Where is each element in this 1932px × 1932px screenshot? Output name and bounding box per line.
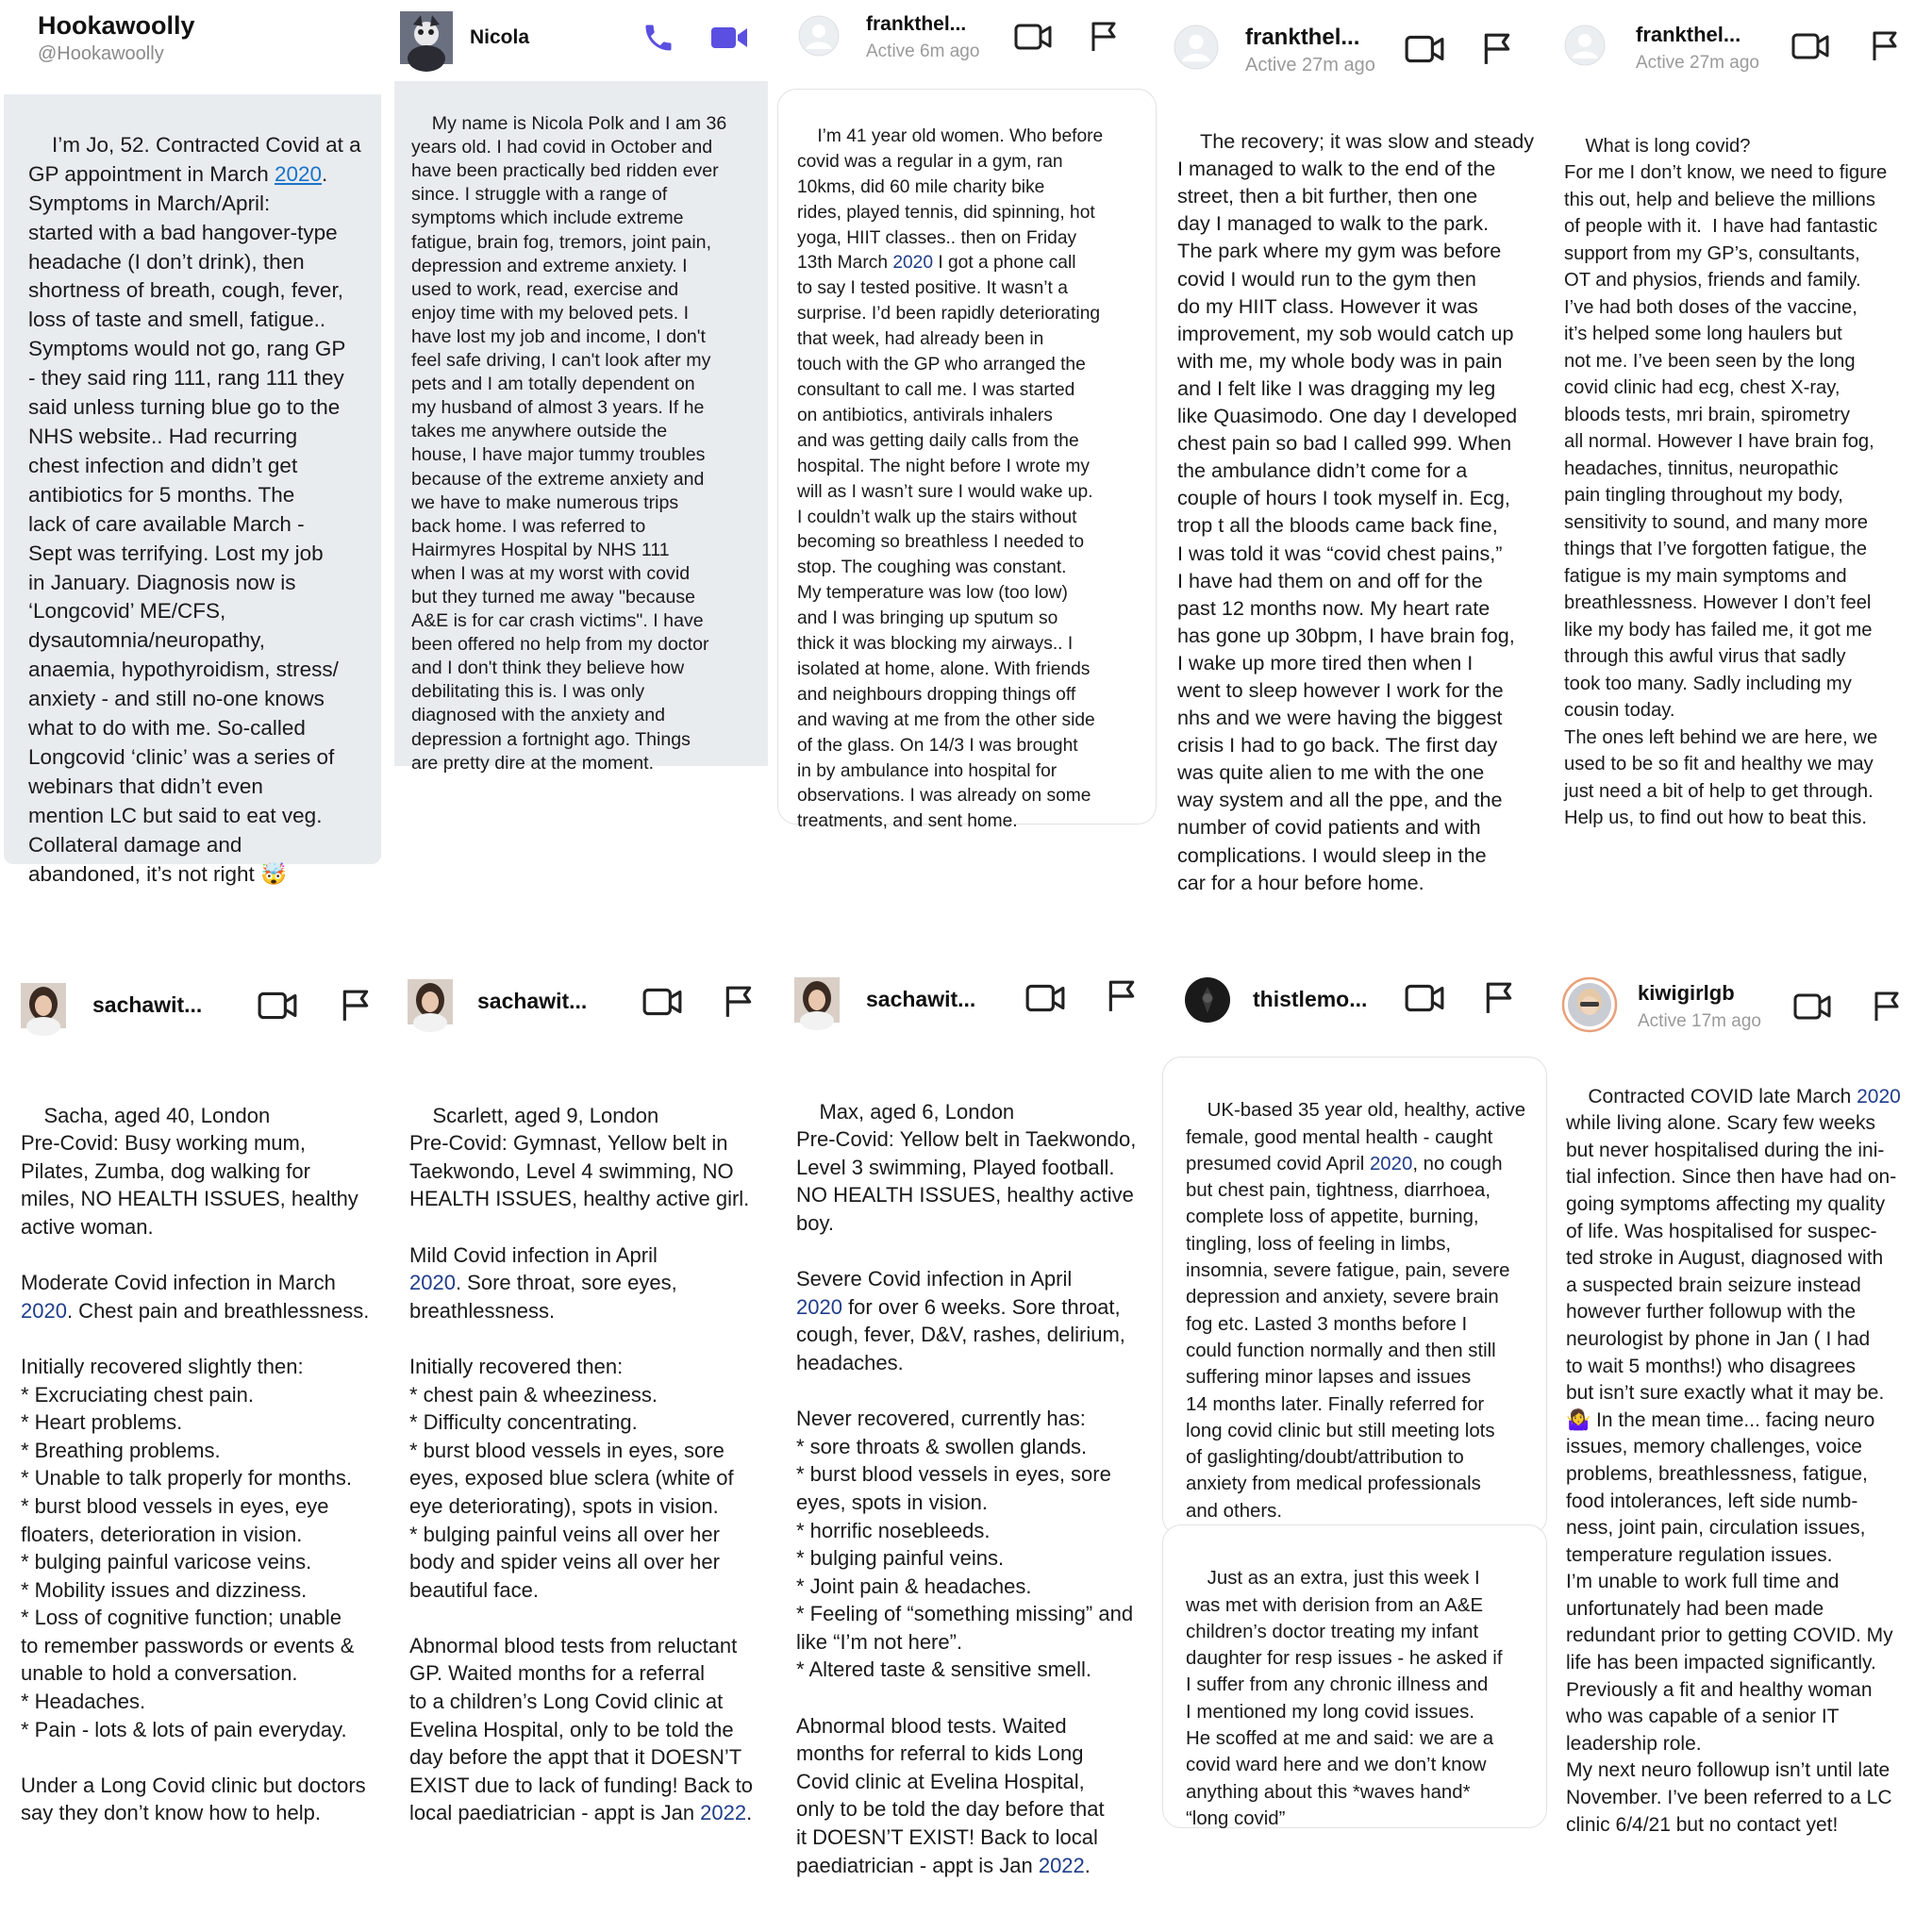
username[interactable]: kiwigirlgb: [1638, 981, 1735, 1005]
message-text: Contracted COVID late March 2020 while living alone. Scary few weeks but never hospitalised during the ini- tial infection. Since then have had on- going symptoms affecting my quality of life. Was hospitalised for suspec- ted stroke in August, diagnosed with a suspected brain seizure instead however further followup with the neurologist by phone in Jan ( I had to wait 5 months!) who disagrees but isn’t sure exactly what it may be. 🤷‍♀️ In the mean time... facing neuro issues, memory challenges, voice problems, breathlessness, fatigue, food intolerances, left side numb- ness, joint pain, circulation issues, temperature regulation issues. I’m unable to work full time and unfortunately had been made redundant prior to getting COVID. My life has been impacted significantly. Previously a fit and healthy woman who was capable of a senior IT leadership role. My next neuro followup isn’t until late November. I’ve been referred to a LC clinic 6/4/21 but no contact yet!: [1566, 1085, 1901, 1836]
message-bubble: [777, 89, 1157, 832]
avatar[interactable]: [400, 11, 453, 64]
flag-icon[interactable]: [1483, 981, 1515, 1015]
message-bubble: [389, 1064, 775, 1825]
year-link[interactable]: 2020: [892, 253, 934, 274]
avatar[interactable]: [1562, 977, 1617, 1032]
flag-icon[interactable]: [1870, 30, 1900, 62]
message-text: UK-based 35 year old, healthy, active female, good mental health - caught presumed covid April 2020, no cough but chest pain, tightness, diarrhoea, complete loss of appetite, burning, tingling, loss of feeling in limbs, insomnia, severe fatigue, pain, severe depression and anxiety, severe brain fog etc. Lasted 3 months before I could function normally and then still suffering minor lapses and issues 14 months later. Finally referred for long covid clinic but still meeting lots of gaslighting/doubt/attribution to anxiety from medical professionals and others.: [1186, 1100, 1526, 1522]
message-text-extra: Just as an extra, just this week I was met with derision from an A&E children’s doctor treating my infant daughter for resp issues - he asked if I suffer from any chronic illness and I mentioned my long covid issues. He scoffed at me and said: we are a covid ward here and we don’t know anything about this *waves hand* “long covid”: [1186, 1568, 1503, 1829]
year-link[interactable]: 2022: [1038, 1853, 1085, 1877]
username[interactable]: Hookawoolly: [38, 11, 195, 40]
active-status: Active 17m ago: [1638, 1011, 1761, 1031]
avatar[interactable]: [21, 983, 66, 1028]
post-panel-frankthel-3: [1549, 0, 1932, 830]
username[interactable]: sachawit...: [92, 992, 203, 1017]
username[interactable]: thistlemo...: [1253, 987, 1368, 1011]
post-panel-sachawit-2: [389, 962, 775, 1825]
message-text: The recovery; it was slow and steady I managed to walk to the end of the street, then a bit further, then one day I managed to walk to the park. The park where my gym was before covid I would run to the gym then do my HIIT class. However it was improvement, my sob would catch up with me, my whole body was in pain and I felt like I was dragging my leg like Quasimodo. One day I developed chest pain so bad I called 999. When the ambulance didn’t come for a couple of hours I took myself in. Ecg, trop t all the bloods came back fine, I was told it was “covid chest pains,” I have had them on and off for the past 12 months now. My heart rate has gone up 30bpm, I have brain fog, I wake up more tired then when I went to sleep however I work for the nhs and we were having the biggest crisis I had to go back. The first day was quite alien to me with the one way system and all the ppe, and the number of covid patients and with complications. I would sleep in the car for a hour before home.: [1177, 129, 1535, 894]
active-status: Active 6m ago: [866, 42, 980, 61]
post-panel-thistlemo: [1162, 962, 1551, 1830]
avatar[interactable]: [798, 15, 840, 57]
avatar[interactable]: [1174, 25, 1219, 70]
username[interactable]: sachawit...: [477, 989, 588, 1013]
username[interactable]: frankthel...: [1636, 23, 1741, 46]
year-link[interactable]: 2020: [21, 1298, 67, 1323]
flag-icon[interactable]: [1089, 21, 1119, 53]
username[interactable]: frankthel...: [1245, 25, 1360, 50]
avatar[interactable]: [408, 979, 453, 1024]
message-text: I’m Jo, 52. Contracted Covid at a GP appointment in March 2020. Symptoms in March/April: started with a bad hangover-type headache (I don’t drink), then shortness of breath, cough, fever, loss of taste and smell, fatigue.. Symptoms would not go, rang GP - they said ring 111, rang 111 they said unless turning blue go to the NHS website.. Had recurring chest infection and didn’t get antibiotics for 5 months. The lack of care available March - Sept was terrifying. Lost my job in January. Diagnosis now is ‘Longcovid’ ME/CFS, dysautomnia/neuropathy, anaemia, hypothyroidism, stress/ anxiety - and still no-one knows what to do with me. So-called Longcovid ‘clinic’ was a series of webinars that didn’t even mention LC but said to eat veg. Collateral damage and abandoned, it’s not right 🤯: [28, 132, 361, 886]
message-bubble: [0, 1064, 389, 1825]
active-status: Active 27m ago: [1636, 53, 1759, 73]
message-bubble: [1162, 1057, 1547, 1536]
year-link[interactable]: 2020: [1369, 1153, 1413, 1174]
message-bubble: [775, 1060, 1162, 1877]
video-call-icon[interactable]: [709, 23, 749, 53]
year-link[interactable]: 2020: [796, 1294, 842, 1319]
year-link[interactable]: 2020: [1857, 1085, 1901, 1108]
video-call-icon[interactable]: [1024, 981, 1066, 1015]
user-handle: @Hookawoolly: [38, 43, 164, 64]
message-text: What is long covid? For me I don’t know, we need to figure this out, help and believe the millions of people with it. I have had fantastic support from my GP’s, consultants, OT and physios, friends and family. I’ve had both doses of the vaccine, it’s helped some long haulers but not me. I’ve been seen by the long covid clinic had ecg, chest X-ray, bloods tests, mri brain, spirometry all normal. However I have brain fog, headaches, tinnitus, neuropathic pain tingling throughout my body, sensitivity to sound, and many more things that I’ve forgotten fatigue, the fatigue is my main symptoms and breathlessness. However I don’t feel like my body has failed me, it got me through this awful virus that sadly took too many. Sadly including my cousin today. The ones left behind we are here, we used to be so fit and healthy we may just need a bit of help to get through. Help us, to find out how to beat this.: [1564, 135, 1888, 828]
video-call-icon[interactable]: [1790, 30, 1830, 62]
username[interactable]: Nicola: [470, 26, 530, 48]
video-call-icon[interactable]: [1404, 32, 1445, 66]
avatar[interactable]: [794, 977, 840, 1023]
video-call-icon[interactable]: [257, 989, 298, 1023]
username[interactable]: frankthel...: [866, 13, 967, 35]
message-bubble: [1557, 1049, 1932, 1836]
message-text: My name is Nicola Polk and I am 36 years old. I had covid in October and have been practically bed ridden ever since. I struggle with a range of symptoms which include extreme fatigue, brain fog, tremors, joint pain, depression and extreme anxiety. I used to work, read, exercise and enjoy time with my beloved pets. I have lost my job and income, I don't feel safe driving, I can't look after my pets and I am totally dependent on my husband of almost 3 years. If he takes me anywhere outside the house, I have major tummy troubles because of the extreme anxiety and we have to make numerous trips back home. I was referred to Hairmyres Hospital by NHS 111 when I was at my worst with covid but they turned me away "because A&E is for car crash victims". I have been offered no help from my doctor and I don't think they believe how debilitating this is. I was only diagnosed with the anxiety and depression a fortnight ago. Things are pretty dire at the moment.: [411, 113, 727, 774]
message-bubble: [4, 94, 381, 886]
post-panel-frankthel-1: [777, 0, 1160, 849]
post-panel-hookawoolly: [0, 0, 385, 886]
message-text: Sacha, aged 40, London Pre-Covid: Busy working mum, Pilates, Zumba, dog walking for miles, NO HEALTH ISSUES, healthy active woman. Moderate Covid infection in March 2020. Chest pain and breathlessness. Initially recovered slightly then: * Excruciating chest pain. * Heart problems. * Breathing problems. * Unable to talk properly for months. * burst blood vessels in eyes, eye floaters, deterioration in vision. * bulging painful varicose veins. * Mobility issues and dizziness. * Loss of cognitive function; unable to remember passwords or events & unable to hold a conversation. * Headaches. * Pain - lots & lots of pain everyday. Under a Long Covid clinic but doctors say they don’t know how to help.: [21, 1103, 370, 1825]
message-text: Scarlett, aged 9, London Pre-Covid: Gymnast, Yellow belt in Taekwondo, Level 4 swimming, NO HEALTH ISSUES, healthy active girl. Mild Covid infection in April 2020. Sore throat, sore eyes, breathlessness. Initially recovered then: * chest pain & wheeziness. * Difficulty concentrating. * burst blood vessels in eyes, sore eyes, exposed blue sclera (white of eye deteriorating), spots in vision. * bulging painful veins all over her body and spider veins all over her beautiful face. Abnormal blood tests from reluctant GP. Waited months for a referral to a children’s Long Covid clinic at Evelina Hospital, only to be told the day before the appt that it DOESN’T EXIST due to lack of funding! Back to local paediatrician - appt is Jan 2022.: [409, 1103, 754, 1825]
flag-icon[interactable]: [1481, 32, 1513, 66]
flag-icon[interactable]: [340, 989, 372, 1023]
year-link[interactable]: 2020: [274, 161, 323, 186]
phone-icon[interactable]: [641, 21, 675, 55]
message-bubble: [394, 81, 768, 774]
avatar[interactable]: [1564, 25, 1606, 66]
flag-icon[interactable]: [1106, 979, 1138, 1013]
post-panel-frankthel-2: [1162, 0, 1545, 894]
post-panel-sachawit-1: [0, 962, 389, 1825]
video-call-icon[interactable]: [641, 985, 683, 1019]
post-panel-nicola: [389, 0, 774, 783]
message-bubble-extra: [1162, 1524, 1547, 1828]
video-call-icon[interactable]: [1013, 21, 1053, 53]
message-text: I’m 41 year old women. Who before covid was a regular in a gym, ran 10kms, did 60 mile charity bike rides, played tennis, did spinning, hot yoga, HIIT classes.. then on Friday 13th March 2020 I got a phone call to say I tested positive. It wasn’t a surprise. I’d been rapidly deteriorating that week, had already been in touch with the GP who arranged the consultant to call me. I was started on antibiotics, antivirals inhalers and was getting daily calls from the hospital. The night before I wrote my will as I wasn’t sure I would wake up. I couldn’t walk up the stairs without becoming so breathless I needed to stop. The coughing was constant. My temperature was low (too low) and I was bringing up sputum so thick it was blocking my airways.. I isolated at home, alone. With friends and neighbours dropping things off and waving at me from the other side of the glass. On 14/3 I was brought in by ambulance into hospital for observations. I was already on some treatments, and sent home.: [797, 125, 1104, 832]
year-link[interactable]: 2022: [700, 1801, 747, 1825]
flag-icon[interactable]: [723, 985, 755, 1019]
username[interactable]: sachawit...: [866, 987, 976, 1011]
avatar[interactable]: [1185, 977, 1230, 1023]
message-bubble: [1164, 92, 1545, 894]
video-call-icon[interactable]: [1404, 981, 1445, 1015]
active-status: Active 27m ago: [1245, 55, 1375, 75]
video-call-icon[interactable]: [1792, 991, 1832, 1023]
flag-icon[interactable]: [1872, 991, 1902, 1023]
message-text: Max, aged 6, London Pre-Covid: Yellow belt in Taekwondo, Level 3 swimming, Played football. NO HEALTH ISSUES, healthy active boy. Severe Covid infection in April 2020 for over 6 weeks. Sore throat, cough, fever, D&V, rashes, delirium, headaches. Never recovered, currently has: * sore throats & swollen glands. * burst blood vessels in eyes, sore eyes, spots in vision. * horrific nosebleeds. * bulging painful veins. * Joint pain & headaches. * Feeling of “something missing” and like “I’m not here”. * Altered taste & sensitive smell. Abnormal blood tests. Waited months for referral to kids Long Covid clinic at Evelina Hospital, only to be told the day before that it DOESN’T EXIST! Back to local paediatrician - appt is Jan 2022.: [796, 1099, 1137, 1877]
post-panel-sachawit-3: [775, 962, 1162, 1877]
post-panel-kiwigirlgb: [1557, 962, 1932, 1836]
message-bubble: [1551, 94, 1932, 828]
year-link[interactable]: 2020: [409, 1271, 456, 1295]
